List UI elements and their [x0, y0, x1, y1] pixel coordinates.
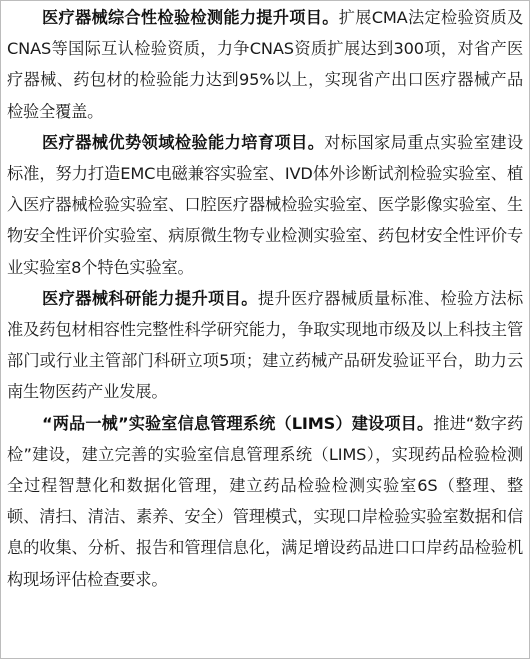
paragraph-heading: 医疗器械科研能力提升项目。: [42, 288, 258, 308]
paragraph-lims-system: [7, 408, 523, 595]
paragraph-comprehensive-testing: [7, 2, 523, 127]
paragraph-heading: “两品一械”实验室信息管理系统（LIMS）建设项目。: [42, 413, 434, 433]
paragraph-heading: 医疗器械优势领域检验能力培育项目。: [42, 132, 325, 152]
paragraph-body: 推进“数字药检”建设，建立完善的实验室信息管理系统（LIMS），实现药品检验检测全过程智慧化和数据化管理，建立药品检验检测实验室6S（整理、整顿、清扫、清洁、素养、安全）管理模式，实现口岸检验实验室数据和信息的收集、分析、报告和管理信息化，满足增设药品进口口岸药品检验机构现场评估检查要求。: [7, 413, 523, 589]
paragraph-body: 提升医疗器械质量标准、检验方法标准及药包材相容性完整性科学研究能力，争取实现地市级及以上科技主管部门或行业主管部门科研立项5项；建立药械产品研发验证平台，助力云南生物医药产业发展。: [7, 288, 523, 402]
paragraph-body: 扩展CMA法定检验资质及CNAS等国际互认检验资质，力争CNAS资质扩展达到300项，对省产医疗器械、药包材的检验能力达到95%以上，实现省产出口医疗器械产品检验全覆盖。: [7, 8, 523, 121]
paragraph-advantage-labs: [7, 127, 523, 283]
paragraph-heading: 医疗器械综合性检验检测能力提升项目。: [42, 8, 339, 27]
paragraph-body: 对标国家局重点实验室建设标准，努力打造EMC电磁兼容实验室、IVD体外诊断试剂检验实验室、植入医疗器械检验实验室、口腔医疗器械检验实验室、医学影像实验室、生物安全性评价实验室、病原微生物专业检测实验室、药包材安全性评价专业实验室8个特色实验室。: [7, 132, 523, 277]
paragraph-research-capacity: [7, 283, 523, 408]
